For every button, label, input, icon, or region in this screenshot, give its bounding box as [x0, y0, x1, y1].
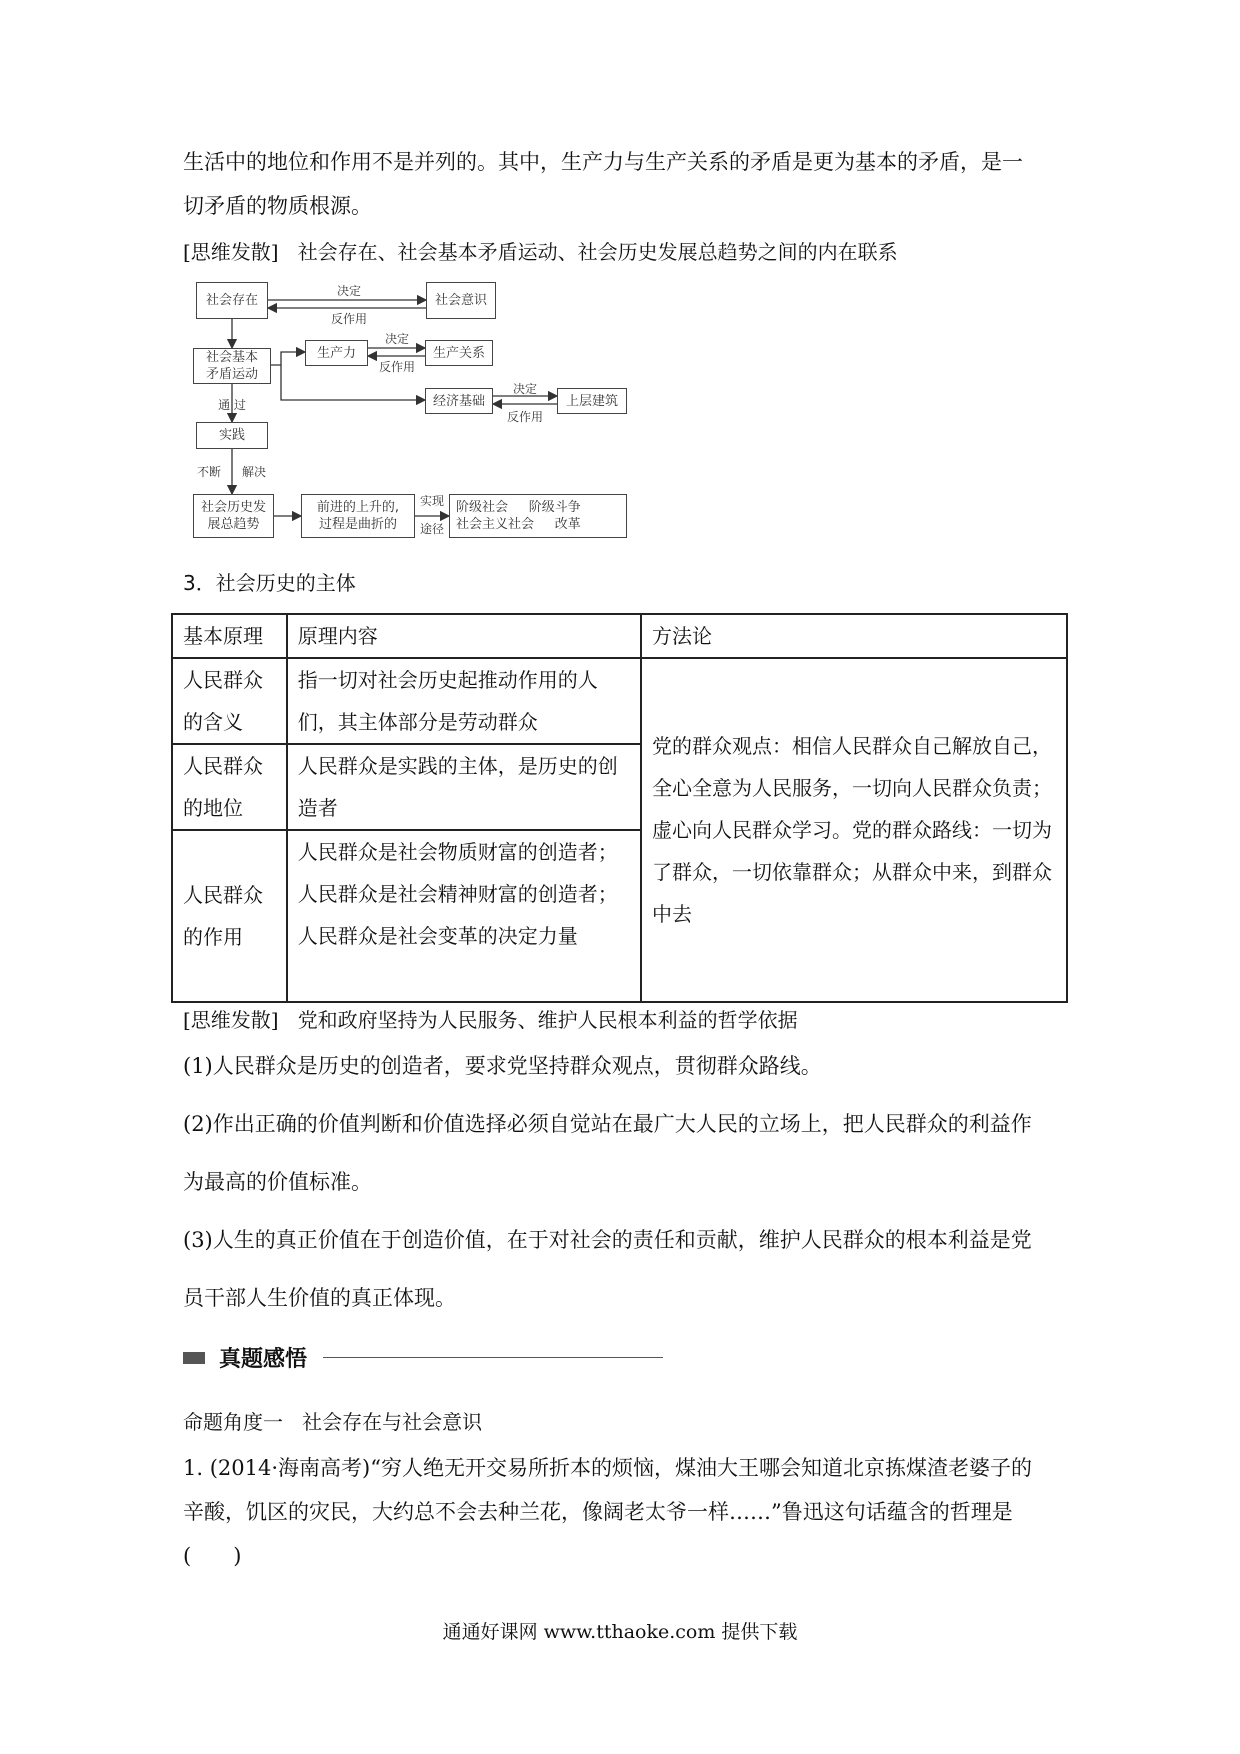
question-1-line-1: 1. (2014·海南高考)“穷人绝无开交易所折本的烦恼，煤油大王哪会知道北京拣煤渣老婆子的	[183, 1456, 1032, 1480]
thinking-tag-2: [思维发散]	[183, 1008, 279, 1032]
route-socialist-line	[456, 516, 581, 533]
development-path-line-2: 过程是曲折的	[318, 517, 397, 532]
label-decides-2: 决定	[384, 332, 409, 346]
point-3-line-2: 员干部人生价值的真正体现。	[183, 1286, 456, 1310]
box-relations-of-production: 生产关系	[425, 340, 493, 366]
box-superstructure: 上层建筑	[557, 388, 627, 414]
header-principle: 基本原理	[172, 614, 287, 658]
point-3-line-1: (3)人生的真正价值在于创造价值，在于对社会的责任和贡献，维护人民群众的根本利益是党	[183, 1228, 1032, 1252]
label-decides-3: 决定	[512, 382, 537, 396]
class-society-text: 阶级社会	[456, 500, 509, 515]
box-development-path	[301, 494, 415, 538]
angle-text: 社会存在与社会意识	[302, 1410, 483, 1434]
socialist-society-text: 社会主义社会	[456, 517, 535, 532]
thinking-text: 社会存在、社会基本矛盾运动、社会历史发展总趋势之间的内在联系	[297, 240, 898, 264]
point-2-line-1: (2)作出正确的价值判断和价值选择必须自觉站在最广大人民的立场上，把人民群众的利益作	[183, 1112, 1032, 1136]
point-1: (1)人民群众是历史的创造者，要求党坚持群众观点，贯彻群众路线。	[183, 1054, 822, 1078]
angle-label: 命题角度一	[183, 1410, 283, 1434]
table-header-row	[172, 614, 1067, 658]
box-practice: 实践	[196, 422, 268, 449]
thinking-heading-1	[183, 232, 1063, 272]
history-trend-line-2: 展总趋势	[207, 517, 260, 532]
label-route-2: 途径	[419, 522, 444, 536]
principle-cell: 人民群众的含义	[172, 658, 287, 744]
box-routes	[449, 494, 627, 538]
label-through: 通 过	[218, 398, 246, 412]
basic-contradiction-line-1: 社会基本	[205, 350, 258, 365]
label-reacts-1: 反作用	[330, 312, 367, 326]
section-real-title: 真题感悟	[219, 1347, 308, 1372]
label-constantly: 不断	[196, 465, 221, 479]
thinking-heading-2	[183, 1000, 1063, 1040]
box-basic-contradiction	[193, 348, 271, 384]
intro-line-1: 生活中的地位和作用不是并列的。其中，生产力与生产关系的矛盾是更为基本的矛盾，是一	[183, 150, 1023, 174]
section-square-icon	[183, 1352, 205, 1364]
section-3-title: 3．社会历史的主体	[183, 571, 356, 595]
table-row	[172, 658, 1067, 744]
question-1-line-2: 辛酸，饥区的灾民，大约总不会去种兰花，像阔老太爷一样……”鲁迅这句话蕴含的哲理是	[183, 1500, 1013, 1524]
question-1-answer-blank: ( )	[183, 1544, 242, 1568]
content-cell: 指一切对社会历史起推动作用的人们，其主体部分是劳动群众	[287, 658, 641, 744]
box-history-trend	[193, 494, 274, 538]
header-content: 原理内容	[287, 614, 641, 658]
footer-credit: 通通好课网 www.tthaoke.com 提供下载	[442, 1621, 798, 1643]
point-2-line-2: 为最高的价值标准。	[183, 1170, 372, 1194]
thinking-text-2: 党和政府坚持为人民服务、维护人民根本利益的哲学依据	[297, 1008, 798, 1032]
reform-text: 改革	[554, 517, 581, 532]
content-cell: 人民群众是社会物质财富的创造者；人民群众是社会精神财富的创造者；人民群众是社会变革的决定力量	[287, 830, 641, 1002]
header-methodology: 方法论	[641, 614, 1067, 658]
label-decides-1: 决定	[336, 284, 361, 298]
box-social-existence: 社会存在	[196, 282, 268, 319]
label-route-1: 实现	[419, 494, 444, 508]
contradiction-diagram	[193, 282, 653, 542]
class-struggle-text: 阶级斗争	[528, 500, 581, 515]
methodology-cell: 党的群众观点：相信人民群众自己解放自己，全心全意为人民服务，一切向人民群众负责；虚心向人民群众学习。党的群众路线：一切为了群众，一切依靠群众；从群众中来，到群众中去	[641, 658, 1067, 1002]
history-trend-line-1: 社会历史发	[200, 500, 266, 515]
route-class-line	[456, 499, 581, 516]
principle-cell: 人民群众的地位	[172, 744, 287, 830]
angle-heading	[183, 1402, 1063, 1442]
label-reacts-2: 反作用	[378, 360, 415, 374]
box-social-consciousness: 社会意识	[426, 282, 496, 319]
label-reacts-3: 反作用	[506, 410, 543, 424]
box-productive-forces: 生产力	[305, 340, 368, 366]
box-economic-base: 经济基础	[425, 388, 493, 414]
label-resolve: 解决	[241, 465, 266, 479]
principle-cell: 人民群众的作用	[172, 830, 287, 1002]
principles-table	[171, 613, 1068, 1003]
thinking-tag: [思维发散]	[183, 240, 279, 264]
content-cell: 人民群众是实践的主体，是历史的创造者	[287, 744, 641, 830]
intro-line-2: 切矛盾的物质根源。	[183, 194, 372, 218]
basic-contradiction-line-2: 矛盾运动	[205, 367, 258, 382]
section-rule	[323, 1357, 663, 1358]
real-exam-section-heading	[183, 1342, 663, 1373]
development-path-line-1: 前进的上升的,	[316, 500, 400, 515]
